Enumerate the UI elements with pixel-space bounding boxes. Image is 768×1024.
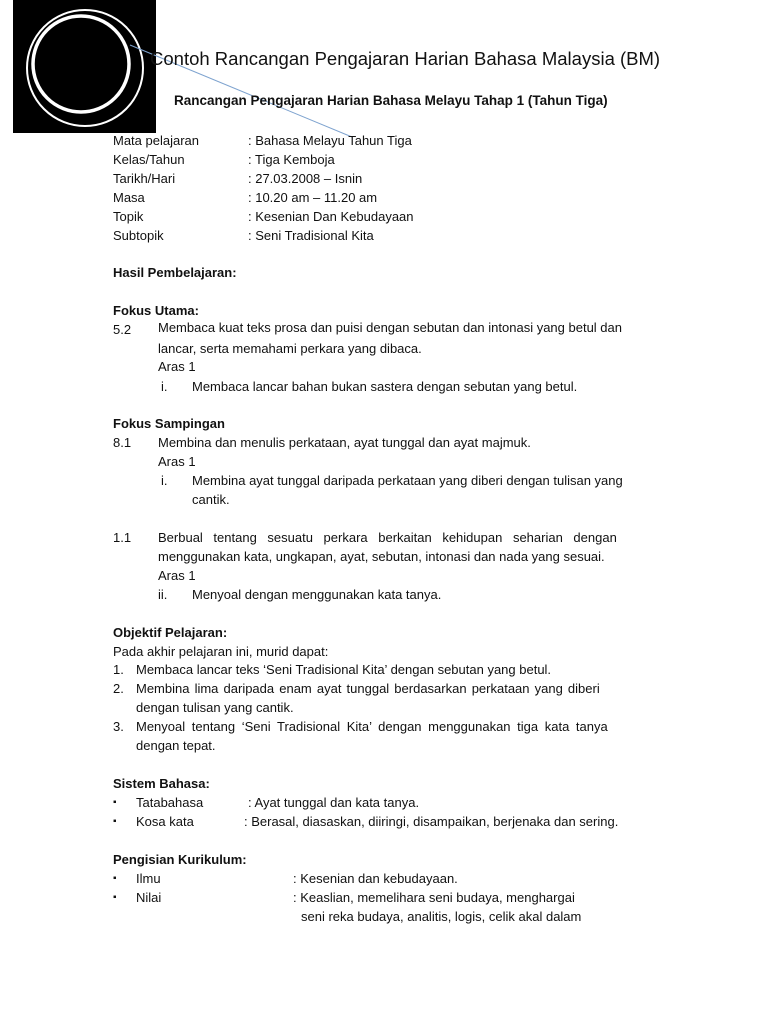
roman-numeral: i. bbox=[161, 473, 168, 488]
pengisian-value: : Keaslian, memelihara seni budaya, menghargai bbox=[293, 890, 575, 905]
item-number: 1.1 bbox=[113, 530, 132, 545]
decorative-line bbox=[0, 0, 768, 140]
item-text: Membina dan menulis perkataan, ayat tunggal dan ayat majmuk. bbox=[158, 435, 531, 450]
sub-item-text: cantik. bbox=[192, 492, 230, 507]
item-text: lancar, serta memahami perkara yang dibaca. bbox=[158, 341, 422, 356]
section-heading-objektif: Objektif Pelajaran: bbox=[113, 625, 228, 640]
info-label: Tarikh/Hari bbox=[113, 171, 176, 186]
list-item: Membina lima daripada enam ayat tunggal berdasarkan perkataan yang diberi bbox=[136, 681, 600, 696]
page-title: Contoh Rancangan Pengajaran Harian Bahasa Malaysia (BM) bbox=[150, 48, 661, 69]
info-value: : Tiga Kemboja bbox=[248, 152, 335, 167]
info-value: : Seni Tradisional Kita bbox=[248, 228, 374, 243]
sistem-label: Kosa kata bbox=[136, 814, 194, 829]
list-item: Membaca lancar teks ‘Seni Tradisional Kita’ dengan sebutan yang betul. bbox=[136, 662, 552, 677]
item-number: 8.1 bbox=[113, 435, 132, 450]
section-heading-pengisian: Pengisian Kurikulum: bbox=[113, 852, 247, 867]
sistem-value: : Ayat tunggal dan kata tanya. bbox=[248, 795, 420, 810]
info-value: : Bahasa Melayu Tahun Tiga bbox=[248, 133, 412, 148]
info-label: Masa bbox=[113, 190, 145, 205]
section-heading-hasil: Hasil Pembelajaran: bbox=[113, 265, 237, 280]
aras-label: Aras 1 bbox=[158, 454, 196, 469]
item-number: 5.2 bbox=[113, 322, 132, 337]
section-heading-fokus-utama: Fokus Utama: bbox=[113, 303, 199, 318]
bullet-icon: ▪ bbox=[113, 892, 117, 903]
info-label: Subtopik bbox=[113, 228, 164, 243]
list-number: 2. bbox=[113, 681, 124, 696]
pengisian-label: Nilai bbox=[136, 890, 162, 905]
list-item: Menyoal tentang ‘Seni Tradisional Kita’ dengan menggunakan tiga kata tanya bbox=[136, 719, 608, 734]
sistem-label: Tatabahasa bbox=[136, 795, 204, 810]
sub-item-text: Menyoal dengan menggunakan kata tanya. bbox=[192, 587, 442, 602]
page-subtitle: Rancangan Pengajaran Harian Bahasa Melayu Tahap 1 (Tahun Tiga) bbox=[174, 93, 608, 108]
info-value: : Kesenian Dan Kebudayaan bbox=[248, 209, 414, 224]
objektif-intro: Pada akhir pelajaran ini, murid dapat: bbox=[113, 644, 329, 659]
sistem-value: : Berasal, diasaskan, diiringi, disampaikan, berjenaka dan sering. bbox=[244, 814, 619, 829]
sub-item-text: Membaca lancar bahan bukan sastera dengan sebutan yang betul. bbox=[192, 379, 578, 394]
item-text: menggunakan kata, ungkapan, ayat, sebutan, intonasi dan nada yang sesuai. bbox=[158, 549, 605, 564]
roman-numeral: ii. bbox=[158, 587, 168, 602]
list-item: dengan tulisan yang cantik. bbox=[136, 700, 294, 715]
pengisian-value: : Kesenian dan kebudayaan. bbox=[293, 871, 458, 886]
roman-numeral: i. bbox=[161, 379, 168, 394]
pengisian-value: seni reka budaya, analitis, logis, celik akal dalam bbox=[301, 909, 582, 924]
section-heading-fokus-sampingan: Fokus Sampingan bbox=[113, 416, 225, 431]
list-number: 3. bbox=[113, 719, 124, 734]
bullet-icon: ▪ bbox=[113, 797, 117, 808]
sub-item-text: Membina ayat tunggal daripada perkataan yang diberi dengan tulisan yang bbox=[192, 473, 623, 488]
pengisian-label: Ilmu bbox=[136, 871, 161, 886]
info-label: Topik bbox=[113, 209, 144, 224]
info-value: : 10.20 am – 11.20 am bbox=[248, 190, 378, 205]
info-label: Kelas/Tahun bbox=[113, 152, 185, 167]
section-heading-sistem-bahasa: Sistem Bahasa: bbox=[113, 776, 210, 791]
bullet-icon: ▪ bbox=[113, 873, 117, 884]
info-label: Mata pelajaran bbox=[113, 133, 199, 148]
info-value: : 27.03.2008 – Isnin bbox=[248, 171, 363, 186]
aras-label: Aras 1 bbox=[158, 568, 196, 583]
item-text: Membaca kuat teks prosa dan puisi dengan sebutan dan intonasi yang betul dan bbox=[158, 320, 622, 335]
item-text: Berbual tentang sesuatu perkara berkaitan kehidupan seharian dengan bbox=[158, 530, 617, 545]
list-item: dengan tepat. bbox=[136, 738, 216, 753]
list-number: 1. bbox=[113, 662, 124, 677]
aras-label: Aras 1 bbox=[158, 359, 196, 374]
bullet-icon: ▪ bbox=[113, 816, 117, 827]
